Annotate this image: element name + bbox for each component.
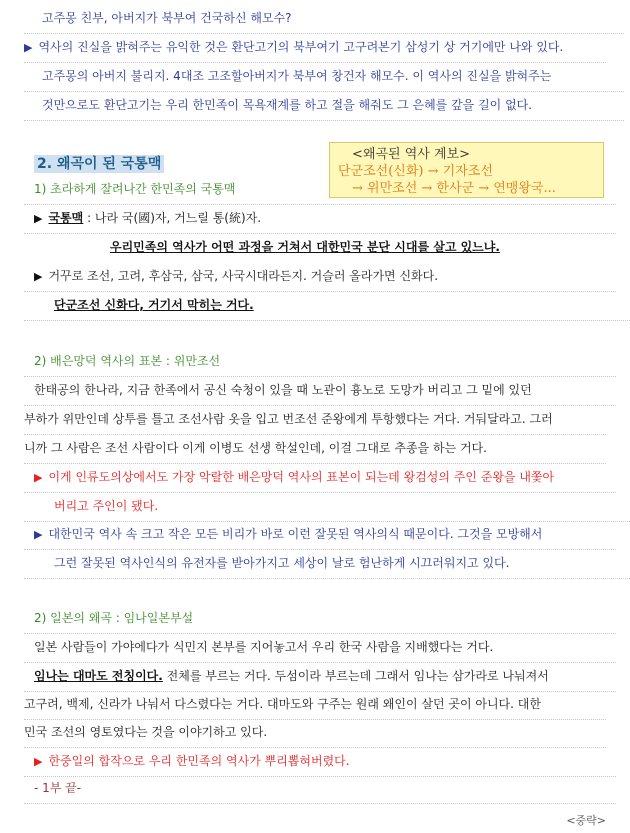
line-text: 민국 조선의 영토였다는 것을 이야기하고 있다.	[24, 725, 268, 739]
omitted-marker: <중략>	[566, 814, 606, 827]
line-text: 부하가 위만인데 상투를 틀고 조선사람 옷을 입고 번조선 준왕에게 투항했다는 거다. 거둬달라고. 그러	[24, 412, 553, 426]
text-line	[24, 62, 624, 92]
line-text: 한중일의 합작으로 우리 한민족의 역사가 뿌리뽑혀버렸다.	[48, 754, 350, 768]
bullet-line	[24, 33, 606, 63]
triangle-bullet-icon: ▶	[24, 41, 33, 54]
line-text: 일본 사람들이 가야에다가 식민지 본부를 지어놓고서 우리 한국 사람을 지배했다는 거다.	[34, 640, 494, 654]
note-title: <왜곡된 역사 계보>	[352, 147, 470, 162]
paragraph-line	[24, 434, 606, 464]
end-text: - 1부 끝-	[34, 781, 82, 795]
end-marker	[24, 774, 616, 804]
triangle-bullet-icon: ▶	[34, 212, 43, 225]
emphasis-line	[24, 291, 630, 321]
triangle-bullet-icon: ▶	[34, 270, 43, 283]
text-line	[24, 91, 624, 121]
line-text: 이게 인류도의상에서도 가장 악랄한 배은망덕 역사의 표본이 되는데 왕검성의 주인 준왕을 내쫓아	[48, 470, 555, 484]
heading-text: 2. 왜곡이 된 국통맥	[34, 155, 164, 173]
subheading-text: 1) 초라하게 잘려나간 한민족의 국통맥	[34, 182, 236, 196]
emphasis-line	[24, 233, 630, 262]
triangle-bullet-icon: ▶	[34, 471, 43, 484]
line-text: 고구려, 백제, 신라가 나눠서 다스렸다는 거다. 대마도와 구주는 원래 왜인이 살던 곳이 아니다. 대한	[24, 697, 541, 711]
term: 국통맥	[48, 211, 84, 225]
emphasis-text: 단군조선 신화다, 거기서 막히는 거다.	[54, 298, 254, 312]
paragraph-line	[24, 662, 616, 692]
paragraph-line	[24, 690, 606, 720]
line-text: 니까 그 사람은 조선 사람이다 이게 이병도 선생 학설인데, 이걸 그대로 추종을 하는 거다.	[24, 441, 487, 455]
subheading	[24, 347, 616, 377]
bullet-line	[24, 747, 616, 777]
note-line: 단군조선(신화) → 기자조선	[338, 164, 493, 179]
line-text: 거꾸로 조선, 고려, 후삼국, 삼국, 사국시대라든지. 거슬러 올라가면 신화다.	[48, 269, 439, 283]
text-line	[24, 549, 630, 579]
subheading	[24, 175, 616, 205]
paragraph-line	[24, 718, 606, 748]
definition-text: : 나라 국(國)자, 거느릴 통(統)자.	[83, 211, 262, 225]
paragraph-line	[24, 376, 616, 406]
line-text: 대한민국 역사 속 크고 작은 모든 비리가 바로 이런 잘못된 역사의식 때문이다. 그것을 모방해서	[48, 527, 543, 541]
bullet-line	[24, 262, 616, 292]
line-text: 한태공의 한나라, 지금 한족에서 공신 숙청이 있을 때 노관이 흉노로 도망가 버리고 그 밑에 있던	[34, 383, 532, 397]
line-text: 고주몽 친부, 아버지가 북부여 건국하신 해모수?	[42, 11, 292, 25]
line-text: 그런 잘못된 역사인식의 유전자를 받아가지고 세상이 날로 험난하게 시끄러워지고 있다.	[54, 556, 510, 570]
note-line: → 위만조선 → 한사군 → 연맹왕국...	[352, 181, 556, 196]
text-line	[24, 492, 630, 522]
line-text: 것만으로도 환단고기는 우리 한민족이 목욕재계를 하고 절을 해줘도 그 은혜를 갚을 길이 없다.	[42, 98, 533, 112]
definition-line	[24, 204, 616, 234]
paragraph-line	[24, 633, 616, 663]
line-text: 고주몽의 아버지 불리지. 4대조 고조할아버지가 북부여 창건자 해모수. 이 역사의 진실을 밝혀주는	[42, 69, 552, 83]
triangle-bullet-icon: ▶	[34, 755, 43, 768]
bullet-line	[24, 520, 616, 550]
subheading-text: 2) 배은망덕 역사의 표본 : 위만조선	[34, 354, 221, 368]
triangle-bullet-icon: ▶	[34, 528, 43, 541]
subheading-text: 2) 일본의 왜곡 : 임나일본부설	[34, 611, 194, 625]
subheading	[24, 604, 616, 634]
line-text: 역사의 진실을 밝혀주는 유익한 것은 환단고기의 북부여기 고구려본기 삼성기 상 거기에만 나와 있다.	[38, 40, 564, 54]
line-text: 버리고 주인이 됐다.	[54, 499, 159, 513]
emphasis-text: 우리민족의 역사가 어떤 과정을 거쳐서 대한민국 분단 시대를 살고 있느냐.	[110, 240, 500, 254]
text-line	[24, 4, 624, 34]
underlined-text: 임나는 대마도 전칭이다.	[34, 669, 163, 683]
bullet-line	[24, 463, 616, 493]
line-text: 전체를 부르는 거다. 두섬이라 부르는데 그래서 임나는 삼가라로 나눠져서	[162, 669, 549, 683]
paragraph-line	[24, 405, 606, 435]
